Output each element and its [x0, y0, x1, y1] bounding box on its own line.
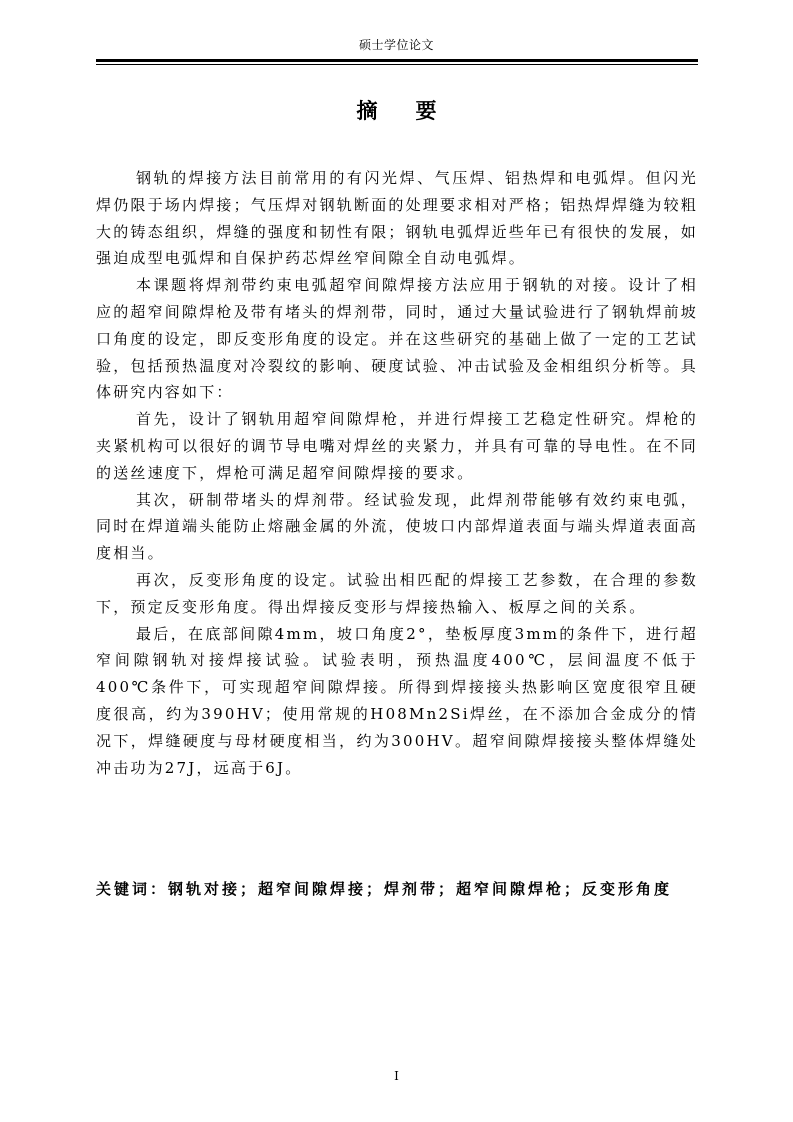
abstract-body: [96, 165, 698, 781]
abstract-paragraph-6: 最后，在底部间隙4mm，坡口角度2°，垫板厚度3mm的条件下，进行超窄间隙钢轨对接焊接试验。试验表明，预热温度400℃，层间温度不低于400℃条件下，可实现超窄间隙焊接。所得到焊接接头热影响区宽度很窄且硬度很高，约为390HV；使用常规的H08Mn2Si焊丝，在不添加合金成分的情况下，焊缝硬度与母材硬度相当，约为300HV。超窄间隙焊接接头整体焊缝处冲击功为27J，远高于6J。: [96, 624, 698, 777]
abstract-paragraph-3: 首先，设计了钢轨用超窄间隙焊枪，并进行焊接工艺稳定性研究。焊枪的夹紧机构可以很好的调节导电嘴对焊丝的夹紧力，并具有可靠的导电性。在不同的送丝速度下，焊枪可满足超窄间隙焊接的要求。: [96, 410, 699, 482]
abstract-title: [0, 96, 793, 126]
abstract-paragraph-2: 本课题将焊剂带约束电弧超窄间隙焊接方法应用于钢轨的对接。设计了相应的超窄间隙焊枪及带有堵头的焊剂带，同时，通过大量试验进行了钢轨焊前坡口角度的设定，即反变形角度的设定。并在这些研究的基础上做了一定的工艺试验，包括预热温度对冷裂纹的影响、硬度试验、冲击试验及金相组织分析等。具体研究内容如下：: [96, 276, 699, 402]
header-rule-thin: [96, 64, 698, 65]
abstract-paragraph-1: 钢轨的焊接方法目前常用的有闪光焊、气压焊、铝热焊和电弧焊。但闪光焊仍限于场内焊接；气压焊对钢轨断面的处理要求相对严格；铝热焊焊缝为较粗大的铸态组织，焊缝的强度和韧性有限；钢轨电弧焊近些年已有很快的发展，如强迫成型电弧焊和自保护药芯焊丝窄间隙全自动电弧焊。: [96, 169, 699, 268]
header-rule-thick: [96, 59, 698, 62]
keywords-line: 关键词：钢轨对接；超窄间隙焊接；焊剂带；超窄间隙焊枪；反变形角度: [96, 880, 673, 898]
abstract-paragraph-5: 再次，反变形角度的设定。试验出相匹配的焊接工艺参数，在合理的参数下，预定反变形角度。得出焊接反变形与焊接热输入、板厚之间的关系。: [96, 570, 698, 616]
abstract-title-char-2: 要: [415, 99, 437, 123]
abstract-title-char-1: 摘: [356, 99, 378, 123]
running-header-title: 硕士学位论文: [358, 38, 434, 52]
abstract-paragraph-4: 其次，研制带堵头的焊剂带。经试验发现，此焊剂带能够有效约束电弧，同时在焊道端头能防止熔融金属的外流，使坡口内部焊道表面与端头焊道表面高度相当。: [96, 490, 699, 563]
page-number: I: [394, 1069, 399, 1083]
